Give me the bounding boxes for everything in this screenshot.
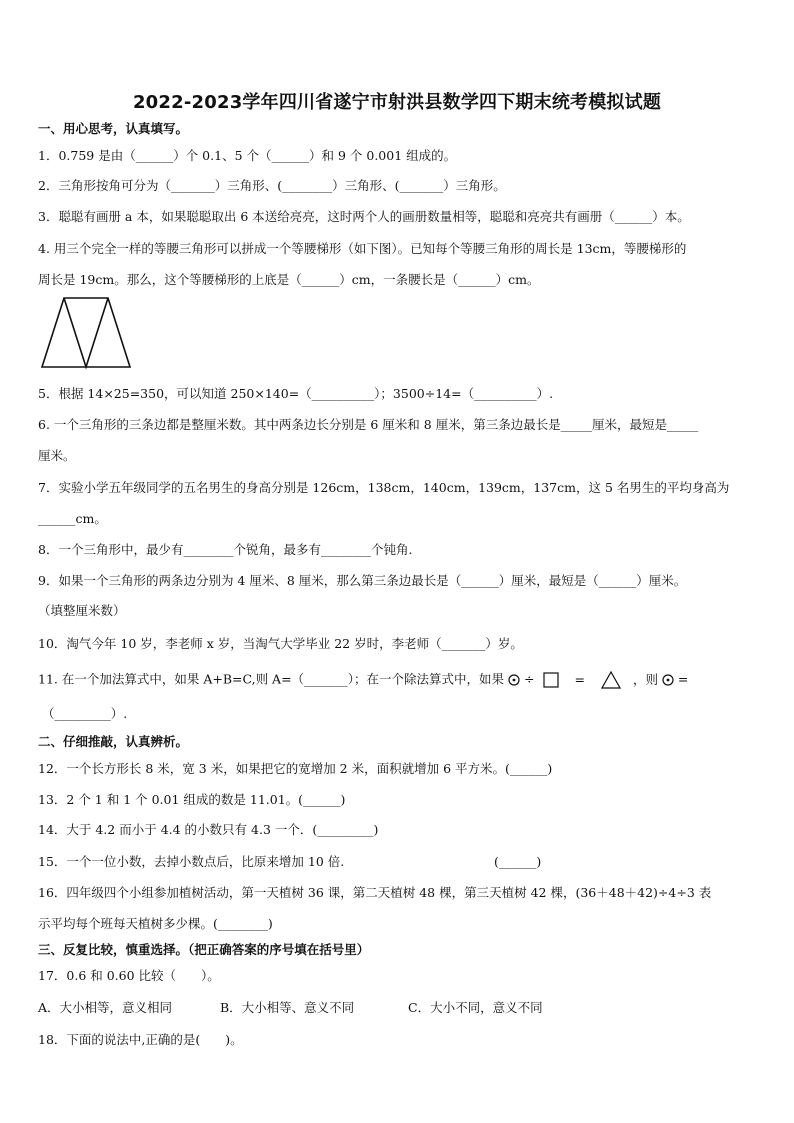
page-title: 2022-2023学年四川省遂宁市射洪县数学四下期末统考模拟试题 <box>132 92 662 113</box>
question-6-line-1: 6. 一个三角形的三条边都是整厘米数。其中两条边长分别是 6 厘米和 8 厘米，第三条边最长是_____厘米，最短是_____ <box>38 417 699 432</box>
question-1: 1．0.759 是由（______）个 0.1、5 个（______）和 9 个 0.001 组成的。 <box>38 148 457 163</box>
question-14: 14．大于 4.2 而小于 4.4 的小数只有 4.3 一个．(_________) <box>38 822 379 837</box>
question-15 <box>38 854 760 870</box>
question-13: 13．2 个 1 和 1 个 0.01 组成的数是 11.01。(______) <box>38 792 346 807</box>
question-2: 2．三角形按角可分为（_______）三角形、(________）三角形、(_______）三角形。 <box>38 178 506 193</box>
question-18: 18．下面的说法中,正确的是( )。 <box>38 1032 243 1047</box>
question-4-line-2: 周长是 19cm。那么，这个等腰梯形的上底是（______）cm，一条腰长是（______）cm。 <box>38 272 540 287</box>
question-17-options <box>38 1000 760 1016</box>
trapezoid-figure <box>40 296 132 370</box>
section-3-heading: 三、反复比较，慎重选择。（把正确答案的序号填在括号里） <box>38 942 370 957</box>
question-10: 10．淘气今年 10 岁，李老师 x 岁，当淘气大学毕业 22 岁时，李老师（_______）岁。 <box>38 636 523 651</box>
question-9-line-1: 9．如果一个三角形的两条边分别为 4 厘米、8 厘米，那么第三条边最长是（______）厘米，最短是（______）厘米。 <box>38 573 687 588</box>
question-9-line-2: （填整厘米数） <box>38 603 126 618</box>
equals-sign: = <box>574 671 585 687</box>
option-a: A．大小相等，意义相同 <box>38 1000 173 1015</box>
triangle-icon <box>601 671 621 689</box>
question-17: 17．0.6 和 0.60 比较（ ）。 <box>38 968 220 983</box>
square-icon <box>543 672 559 688</box>
trapezoid-inner-triangle <box>64 298 108 367</box>
equals-sign-2: = <box>677 671 689 687</box>
question-8: 8．一个三角形中，最少有________个锐角，最多有________个钝角. <box>38 542 413 557</box>
question-5: 5．根据 14×25=350，可以知道 250×140=（__________）；3500÷14=（__________）. <box>38 386 554 401</box>
question-4-line-1: 4. 用三个完全一样的等腰三角形可以拼成一个等腰梯形（如下图）。已知每个等腰三角形的周长是 13cm，等腰梯形的 <box>38 241 687 256</box>
question-6-line-2: 厘米。 <box>38 448 76 463</box>
question-11-text: 11. 在一个加法算式中，如果 A+B=C,则 A=（_______）；在一个除法算式中，如果 <box>38 671 505 687</box>
section-1-heading: 一、用心思考，认真填写。 <box>38 121 189 136</box>
question-3: 3．聪聪有画册 a 本，如果聪聪取出 6 本送给亮亮，这时两个人的画册数量相等，聪聪和亮亮共有画册（______）本。 <box>38 209 690 224</box>
option-b: B．大小相等、意义不同 <box>220 1000 355 1015</box>
then-text: ，则 <box>632 671 658 687</box>
option-c: C．大小不同，意义不同 <box>408 1000 543 1015</box>
question-11-line-1 <box>38 671 760 689</box>
question-7-line-2: ______cm。 <box>38 511 107 526</box>
circle-dot-icon <box>508 674 520 686</box>
question-7-line-1: 7．实验小学五年级同学的五名男生的身高分别是 126cm，138cm，140cm，139cm，137cm，这 5 名男生的平均身高为 <box>38 480 730 495</box>
question-16-line-2: 示平均每个班每天植树多少棵。(________) <box>38 916 273 931</box>
question-12: 12．一个长方形长 8 米，宽 3 米，如果把它的宽增加 2 米，面积就增加 6 平方米。(______) <box>38 761 553 776</box>
question-16-line-1: 16．四年级四个小组参加植树活动，第一天植树 36 课，第二天植树 48 棵，第三天植树 42 棵，(36＋48＋42)÷4÷3 表 <box>38 885 712 900</box>
section-2-heading: 二、仔细推敲，认真辨析。 <box>38 734 189 749</box>
divide-sign: ÷ <box>524 671 535 687</box>
question-15-text: 15．一个一位小数，去掉小数点后，比原来增加 10 倍. <box>38 854 345 869</box>
circle-dot-icon-2 <box>662 674 674 686</box>
question-15-blank: (______) <box>494 854 542 869</box>
question-11-line-2: （_________）. <box>42 706 128 721</box>
trapezoid-outline <box>42 298 130 367</box>
